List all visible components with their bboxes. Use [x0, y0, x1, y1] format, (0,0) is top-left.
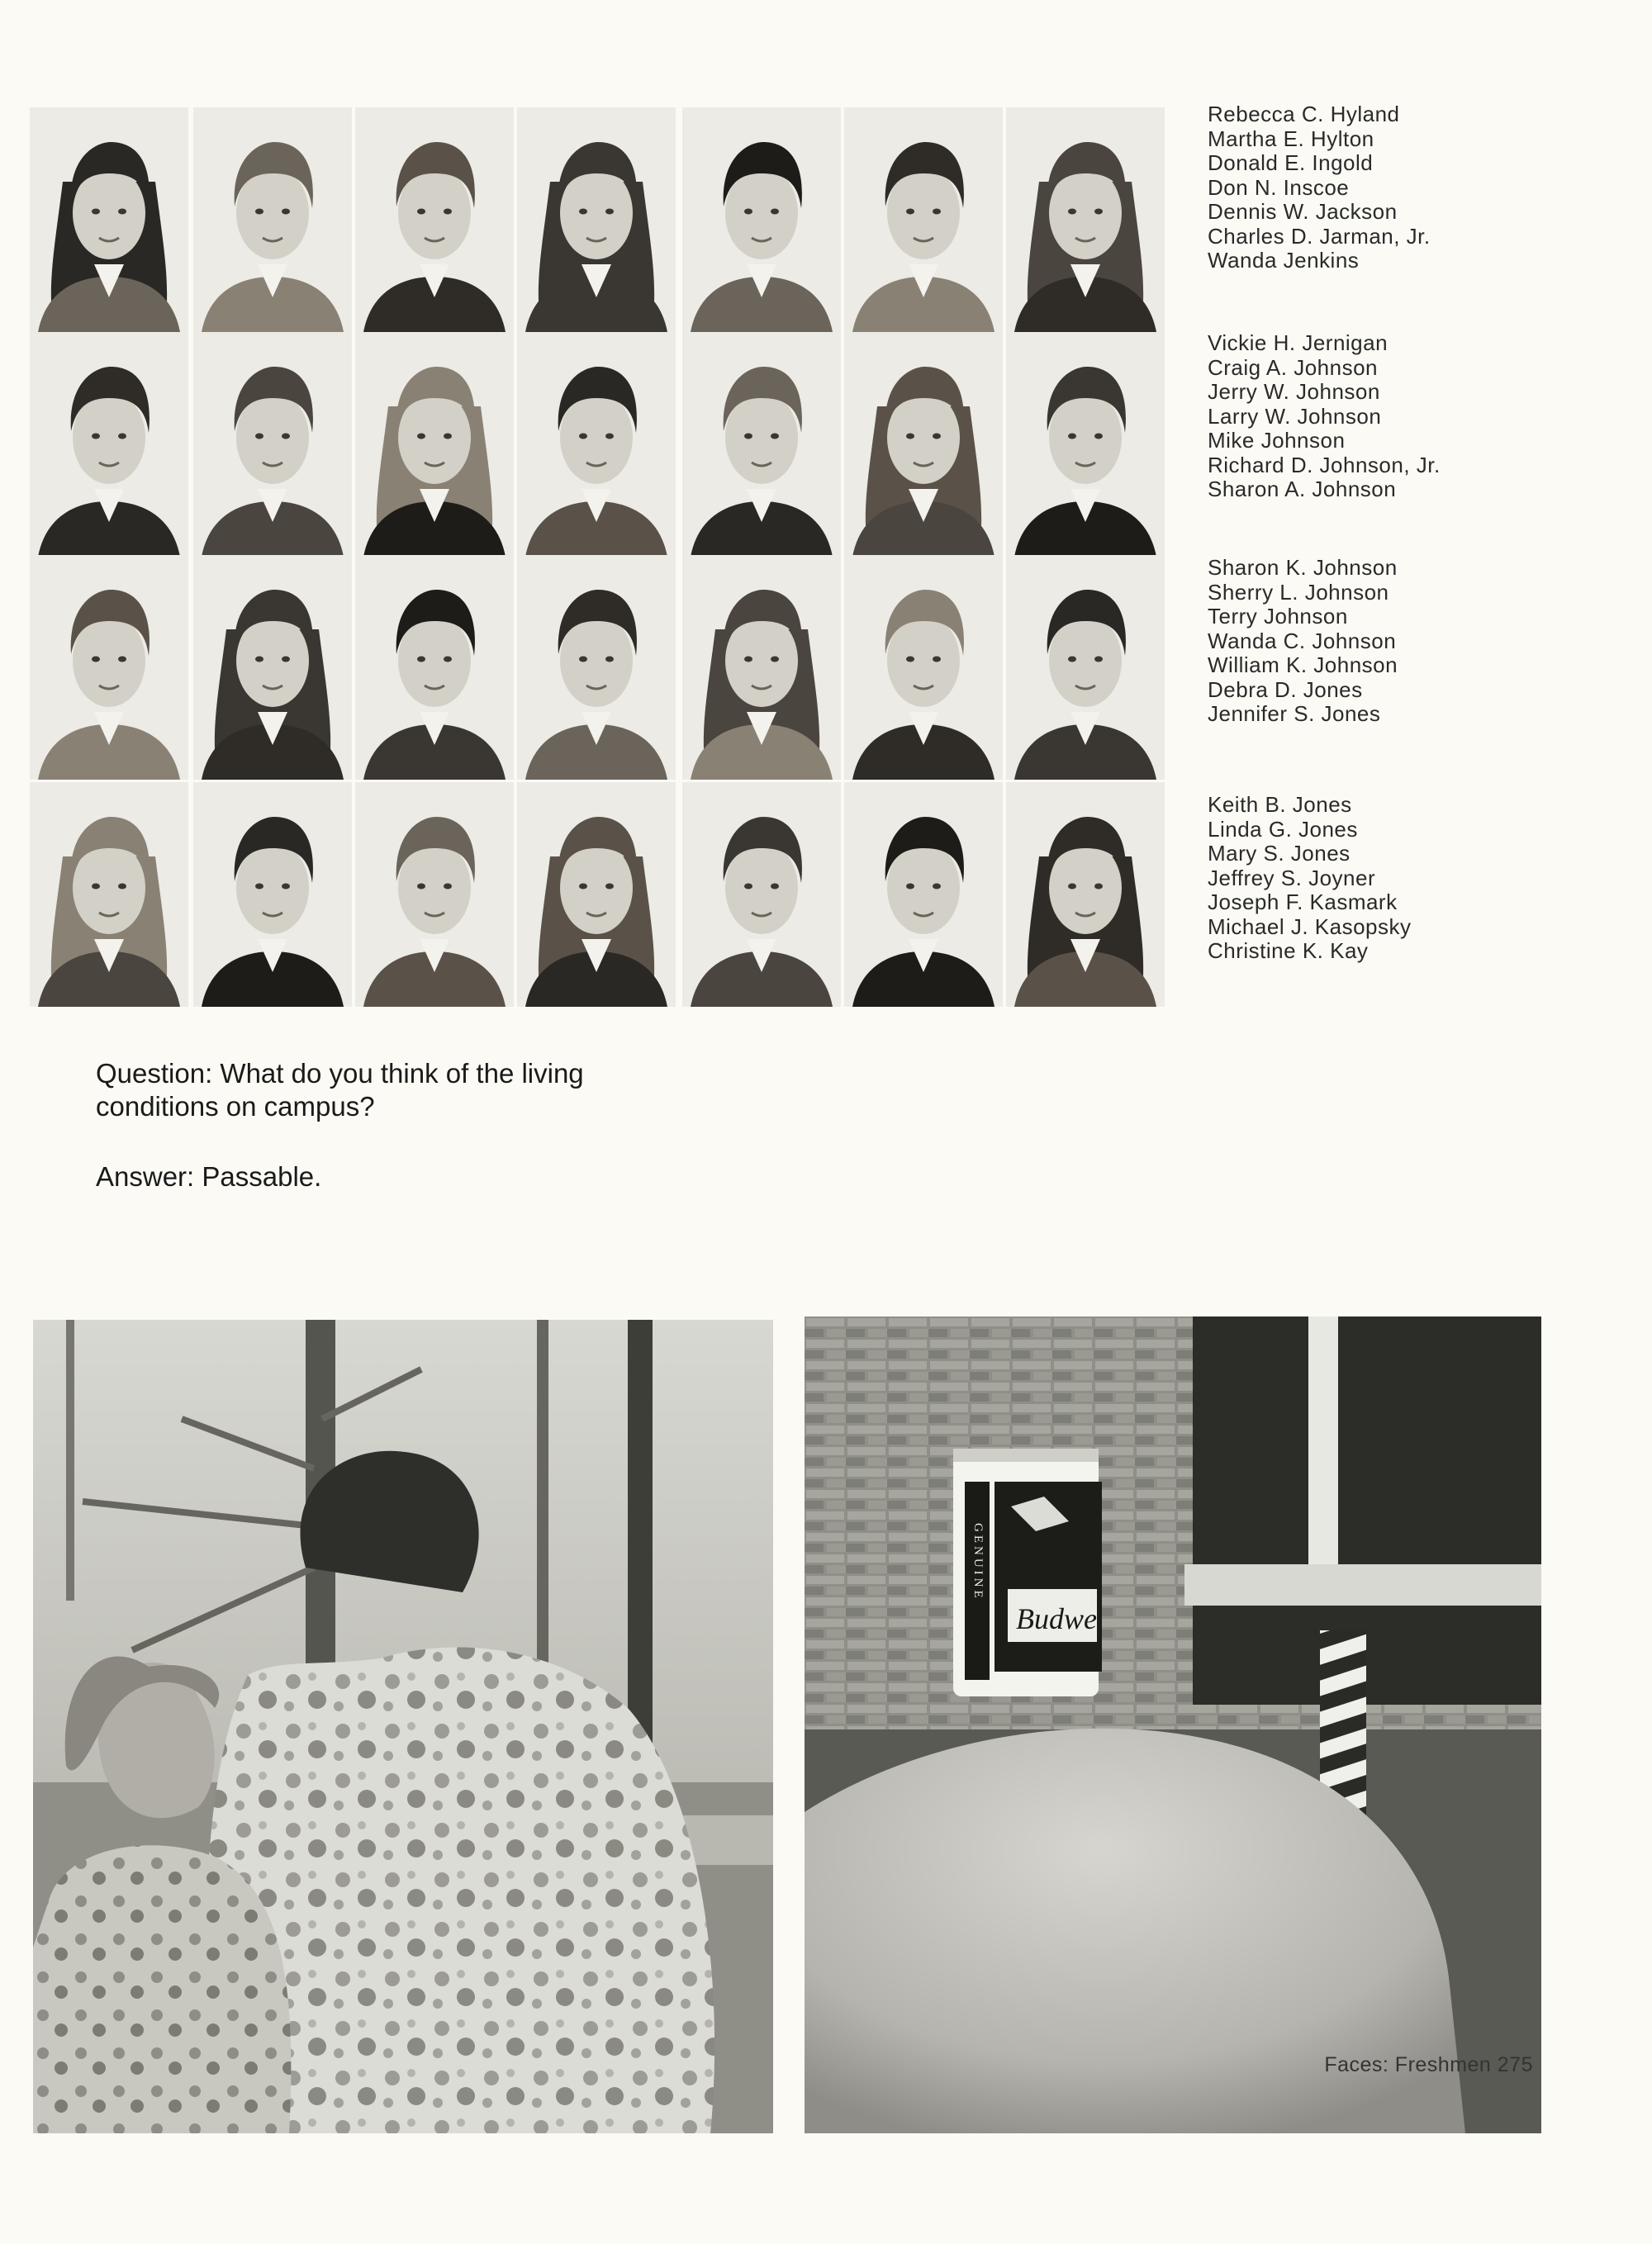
name-list-row-1 — [1208, 102, 1488, 273]
student-portrait — [1006, 332, 1165, 557]
student-portrait — [517, 107, 676, 332]
student-name: Wanda C. Johnson — [1208, 628, 1397, 653]
student-name: Sharon K. Johnson — [1208, 555, 1398, 580]
student-name: Dennis W. Jackson — [1208, 199, 1398, 224]
student-name: Charles D. Jarman, Jr. — [1208, 223, 1431, 249]
student-portrait — [682, 782, 841, 1007]
student-name: Joseph F. Kasmark — [1208, 890, 1398, 914]
student-name: Jeffrey S. Joyner — [1208, 865, 1376, 890]
student-portrait — [844, 782, 1003, 1007]
student-name: Debra D. Jones — [1208, 676, 1363, 702]
student-name: Wanda Jenkins — [1208, 248, 1360, 273]
beer-can-photo — [805, 1317, 1541, 2133]
student-portrait — [355, 332, 514, 557]
page-footer: Faces: Freshmen 275 — [1324, 2053, 1533, 2076]
student-name: Jerry W. Johnson — [1208, 379, 1380, 404]
name-list-row-4 — [1208, 793, 1488, 964]
student-portrait — [682, 332, 841, 557]
question-line: conditions on campus? — [96, 1091, 375, 1122]
student-portrait — [355, 107, 514, 332]
student-portrait — [355, 555, 514, 780]
student-name: Richard D. Johnson, Jr. — [1208, 452, 1441, 477]
student-name: Sharon A. Johnson — [1208, 477, 1397, 501]
student-portrait — [193, 107, 352, 332]
can-brand-label: Budwe — [1016, 1602, 1097, 1635]
student-name: Michael J. Kasopsky — [1208, 913, 1412, 939]
student-portrait — [517, 332, 676, 557]
student-name: Larry W. Johnson — [1208, 403, 1382, 429]
student-name: Sherry L. Johnson — [1208, 579, 1389, 605]
student-name: Mike Johnson — [1208, 428, 1346, 453]
answer: Answer: Passable. — [96, 1161, 322, 1192]
student-portrait — [30, 332, 188, 557]
student-name: Christine K. Kay — [1208, 938, 1369, 963]
student-portrait — [1006, 555, 1165, 780]
student-name: Jennifer S. Jones — [1208, 701, 1381, 726]
student-portrait — [193, 555, 352, 780]
student-portrait — [193, 782, 352, 1007]
student-name: Keith B. Jones — [1208, 792, 1352, 817]
student-name: Vickie H. Jernigan — [1208, 330, 1389, 355]
name-list-row-2 — [1208, 331, 1488, 502]
question — [96, 1057, 584, 1123]
student-portrait — [1006, 107, 1165, 332]
student-portrait — [30, 107, 188, 332]
student-name: Don N. Inscoe — [1208, 174, 1350, 200]
student-name: Terry Johnson — [1208, 604, 1348, 629]
student-portrait — [517, 782, 676, 1007]
student-name: Craig A. Johnson — [1208, 354, 1379, 380]
student-portrait — [30, 555, 188, 780]
student-portrait — [193, 332, 352, 557]
student-name: Martha E. Hylton — [1208, 126, 1374, 151]
question-line: Question: What do you think of the living — [96, 1058, 584, 1089]
student-portrait — [1006, 782, 1165, 1007]
student-name: Mary S. Jones — [1208, 841, 1351, 866]
name-list-row-3 — [1208, 556, 1488, 727]
student-name: Rebecca C. Hyland — [1208, 102, 1400, 126]
student-portrait — [844, 332, 1003, 557]
student-portrait — [517, 555, 676, 780]
student-name: Donald E. Ingold — [1208, 150, 1374, 175]
student-portrait — [844, 107, 1003, 332]
student-portrait — [30, 782, 188, 1007]
student-name: William K. Johnson — [1208, 652, 1398, 677]
student-portrait — [355, 782, 514, 1007]
can-side-label: GENUINE — [971, 1523, 985, 1601]
student-portrait — [682, 107, 841, 332]
student-name: Linda G. Jones — [1208, 816, 1358, 842]
student-portrait — [682, 555, 841, 780]
student-portrait — [844, 555, 1003, 780]
couple-photo — [33, 1320, 773, 2133]
